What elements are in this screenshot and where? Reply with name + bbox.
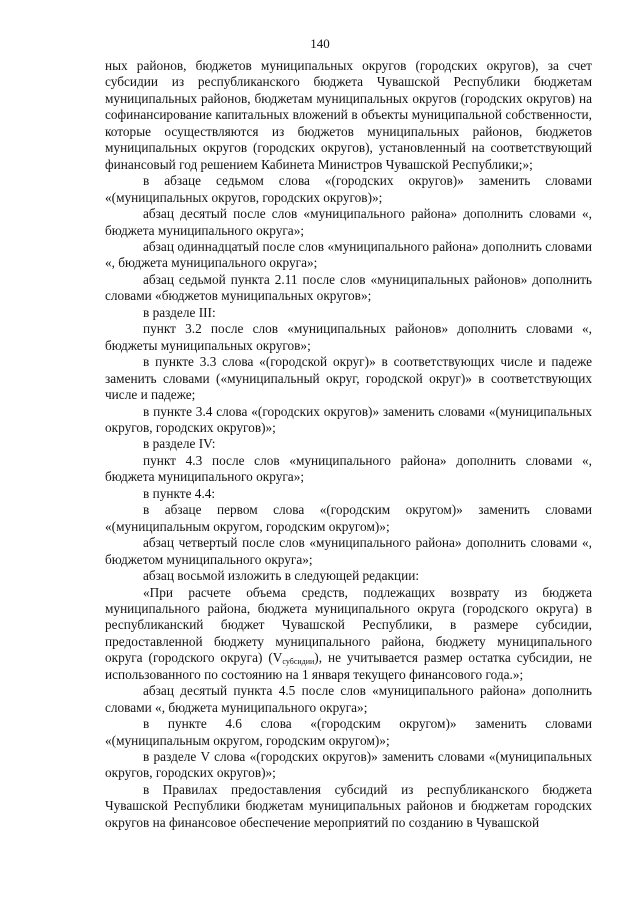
paragraph: в абзаце первом слова «(городским округом)» заменить словами «(муниципальным округом, городским округом)»;: [105, 502, 592, 534]
paragraph: абзац четвертый после слов «муниципального района» дополнить словами «, бюджетом муниципального округа»;: [105, 535, 592, 567]
paragraph-continuation: ных районов, бюджетов муниципальных округов (городских округов), за счет субсидии из республиканского бюджета Чувашской Республики бюджетам муниципальных районов, бюджетам муниципальных округов (городских округов) на софинансирование капитальных вложений в объекты муниципальной собственности, которые осуществляются из бюджетов муниципальных районов, бюджетов муниципальных округов (городских округов), установленный на соответствующий финансовый год решением Кабинета Министров Чувашской Республики;»;: [105, 58, 592, 172]
quote-text-before: «При расчете объема средств, подлежащих возврату из бюджета муниципального района, бюджета муниципального округа (городского округа) в республиканский бюджет Чувашской Республики, в размере субсидии, предоставленной бюджету муниципального района, бюджету муниципального округа (городского округа) (V: [105, 584, 592, 666]
quote-text-after: ), не учитывается размер остатка субсидии, не использованного по состоянию на 1 января текущего финансового года.»;: [105, 650, 592, 682]
section-heading: в разделе III:: [143, 304, 216, 320]
paragraph: пункт 4.3 после слов «муниципального района» дополнить словами «, бюджета муниципального округа»;: [105, 452, 592, 485]
paragraph: абзац десятый после слов «муниципального района» дополнить словами «, бюджета муниципального округа»;: [105, 206, 592, 238]
page-number: 140: [310, 36, 330, 51]
paragraph: абзац седьмой пункта 2.11 после слов «муниципальных районов» дополнить словами «бюджетов муниципальных округов»;: [105, 271, 592, 304]
paragraph: абзац восьмой изложить в следующей редакции:: [143, 568, 420, 584]
paragraph: абзац десятый пункта 4.5 после слов «муниципального района» дополнить словами «, бюджета муниципального округа»;: [105, 683, 592, 715]
document-body: [105, 58, 592, 831]
paragraph: в пункте 4.6 слова «(городским округом)» заменить словами «(муниципальным округом, городским округом)»;: [105, 716, 592, 748]
quoted-paragraph: [105, 585, 592, 684]
section-heading: в разделе IV:: [143, 436, 216, 452]
paragraph: абзац одиннадцатый после слов «муниципального района» дополнить словами «, бюджета муниципального округа»;: [105, 238, 592, 271]
paragraph: в пункте 3.4 слова «(городских округов)» заменить словами «(муниципальных округов, городских округов)»;: [105, 403, 592, 435]
paragraph: в пункте 3.3 слова «(городской округ)» в соответствующих числе и падеже заменить словами («муниципальный округ, городской округ)» в соответствующих числе и падеже;: [105, 354, 592, 403]
paragraph: в Правилах предоставления субсидий из республиканского бюджета Чувашской Республики бюджетам муниципальных районов и бюджетам городских округов на финансовое обеспечение мероприятий по созданию в Чувашской: [105, 781, 592, 830]
paragraph: в разделе V слова «(городских округов)» заменить словами «(муниципальных округов, городских округов)»;: [105, 749, 592, 781]
paragraph: пункт 3.2 после слов «муниципальных районов» дополнить словами «, бюджеты муниципальных округов»;: [105, 321, 592, 353]
subsidy-subscript: субсидии: [282, 657, 315, 667]
paragraph: в абзаце седьмом слова «(городских округов)» заменить словами «(муниципальных округов, городских округов)»;: [105, 173, 592, 205]
paragraph: в пункте 4.4:: [143, 485, 216, 501]
